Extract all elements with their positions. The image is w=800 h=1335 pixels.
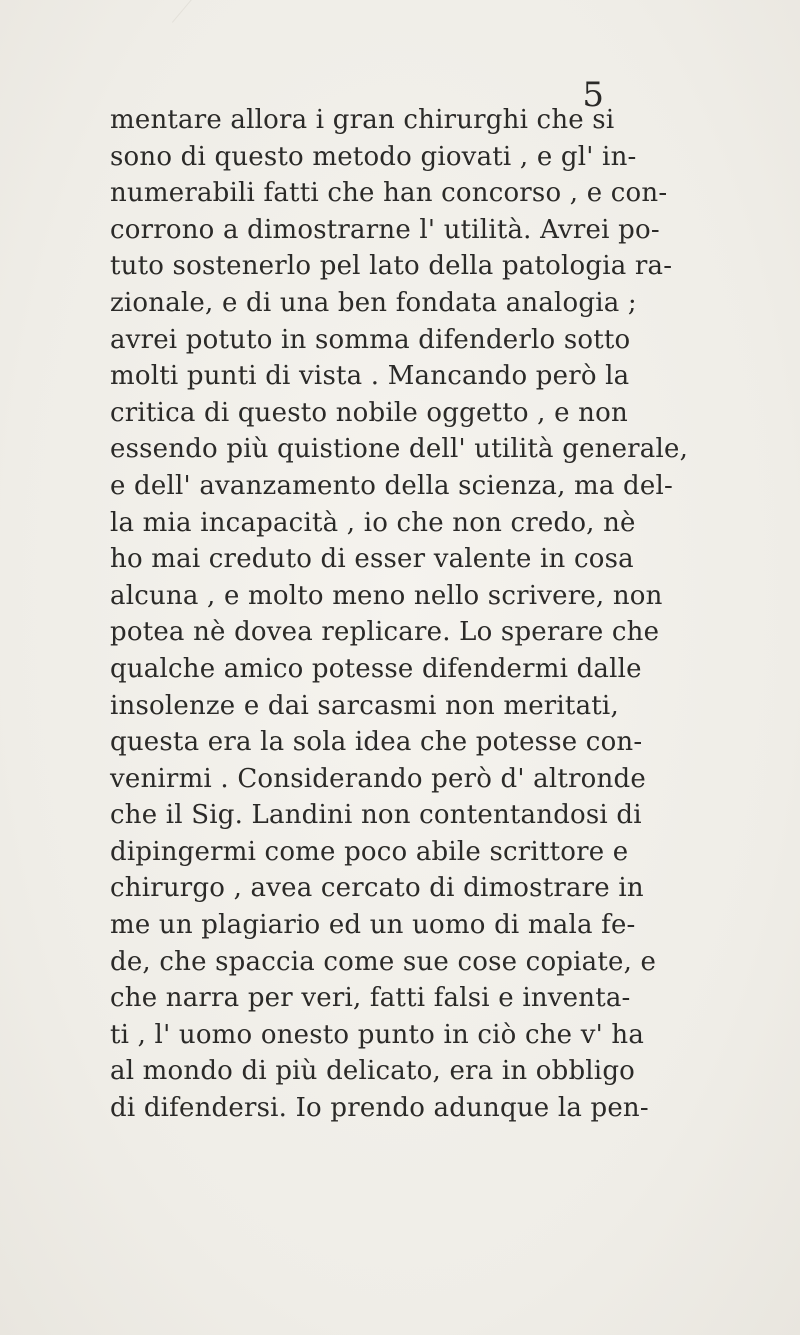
- text-line: molti punti di vista . Mancando però la: [110, 361, 630, 392]
- text-line: venirmi . Considerando però d' altronde: [110, 763, 646, 794]
- text-line: potea nè dovea replicare. Lo sperare che: [110, 617, 660, 648]
- text-line: e dell' avanzamento della scienza, ma del-: [110, 470, 673, 501]
- text-line: mentare allora i gran chirurghi che si: [110, 105, 615, 135]
- text-line: insolenze e dai sarcasmi non meritati,: [110, 690, 619, 721]
- page-corner-mark: [172, 0, 229, 48]
- text-line: essendo più quistione dell' utilità generale,: [110, 434, 689, 465]
- text-line: chirurgo , avea cercato di dimostrare in: [110, 873, 644, 904]
- text-line: che il Sig. Landini non contentandosi di: [110, 800, 642, 831]
- text-line: di difendersi. Io prendo adunque la pen-: [110, 1093, 649, 1124]
- text-line: che narra per veri, fatti falsi e inventa-: [110, 983, 631, 1014]
- text-line: qualche amico potesse difendermi dalle: [110, 653, 642, 684]
- text-line: la mia incapacità , io che non credo, nè: [110, 507, 636, 538]
- page-number: 5: [582, 75, 604, 115]
- text-line: avrei potuto in somma difenderlo sotto: [110, 324, 631, 355]
- text-line: alcuna , e molto meno nello scrivere, non: [110, 580, 663, 611]
- text-line: al mondo di più delicato, era in obbligo: [110, 1056, 636, 1087]
- text-line: questa era la sola idea che potesse con-: [110, 727, 643, 758]
- text-line: corrono a dimostrarne l' utilità. Avrei po-: [110, 214, 660, 245]
- text-line: de, che spaccia come sue cose copiate, e: [110, 946, 657, 977]
- text-line: critica di questo nobile oggetto , e non: [110, 397, 628, 428]
- text-line: ti , l' uomo onesto punto in ciò che v' ha: [110, 1019, 645, 1050]
- text-line: tuto sostenerlo pel lato della patologia ra-: [110, 251, 673, 282]
- text-line: zionale, e di una ben fondata analogia ;: [110, 287, 637, 318]
- text-line: ho mai creduto di esser valente in cosa: [110, 544, 634, 575]
- text-line: sono di questo metodo giovati , e gl' in-: [110, 141, 637, 172]
- text-line: me un plagiario ed un uomo di mala fe-: [110, 910, 636, 941]
- body-text: [110, 102, 710, 1127]
- text-line: dipingermi come poco abile scrittore e: [110, 836, 629, 867]
- text-line: numerabili fatti che han concorso , e con-: [110, 178, 668, 209]
